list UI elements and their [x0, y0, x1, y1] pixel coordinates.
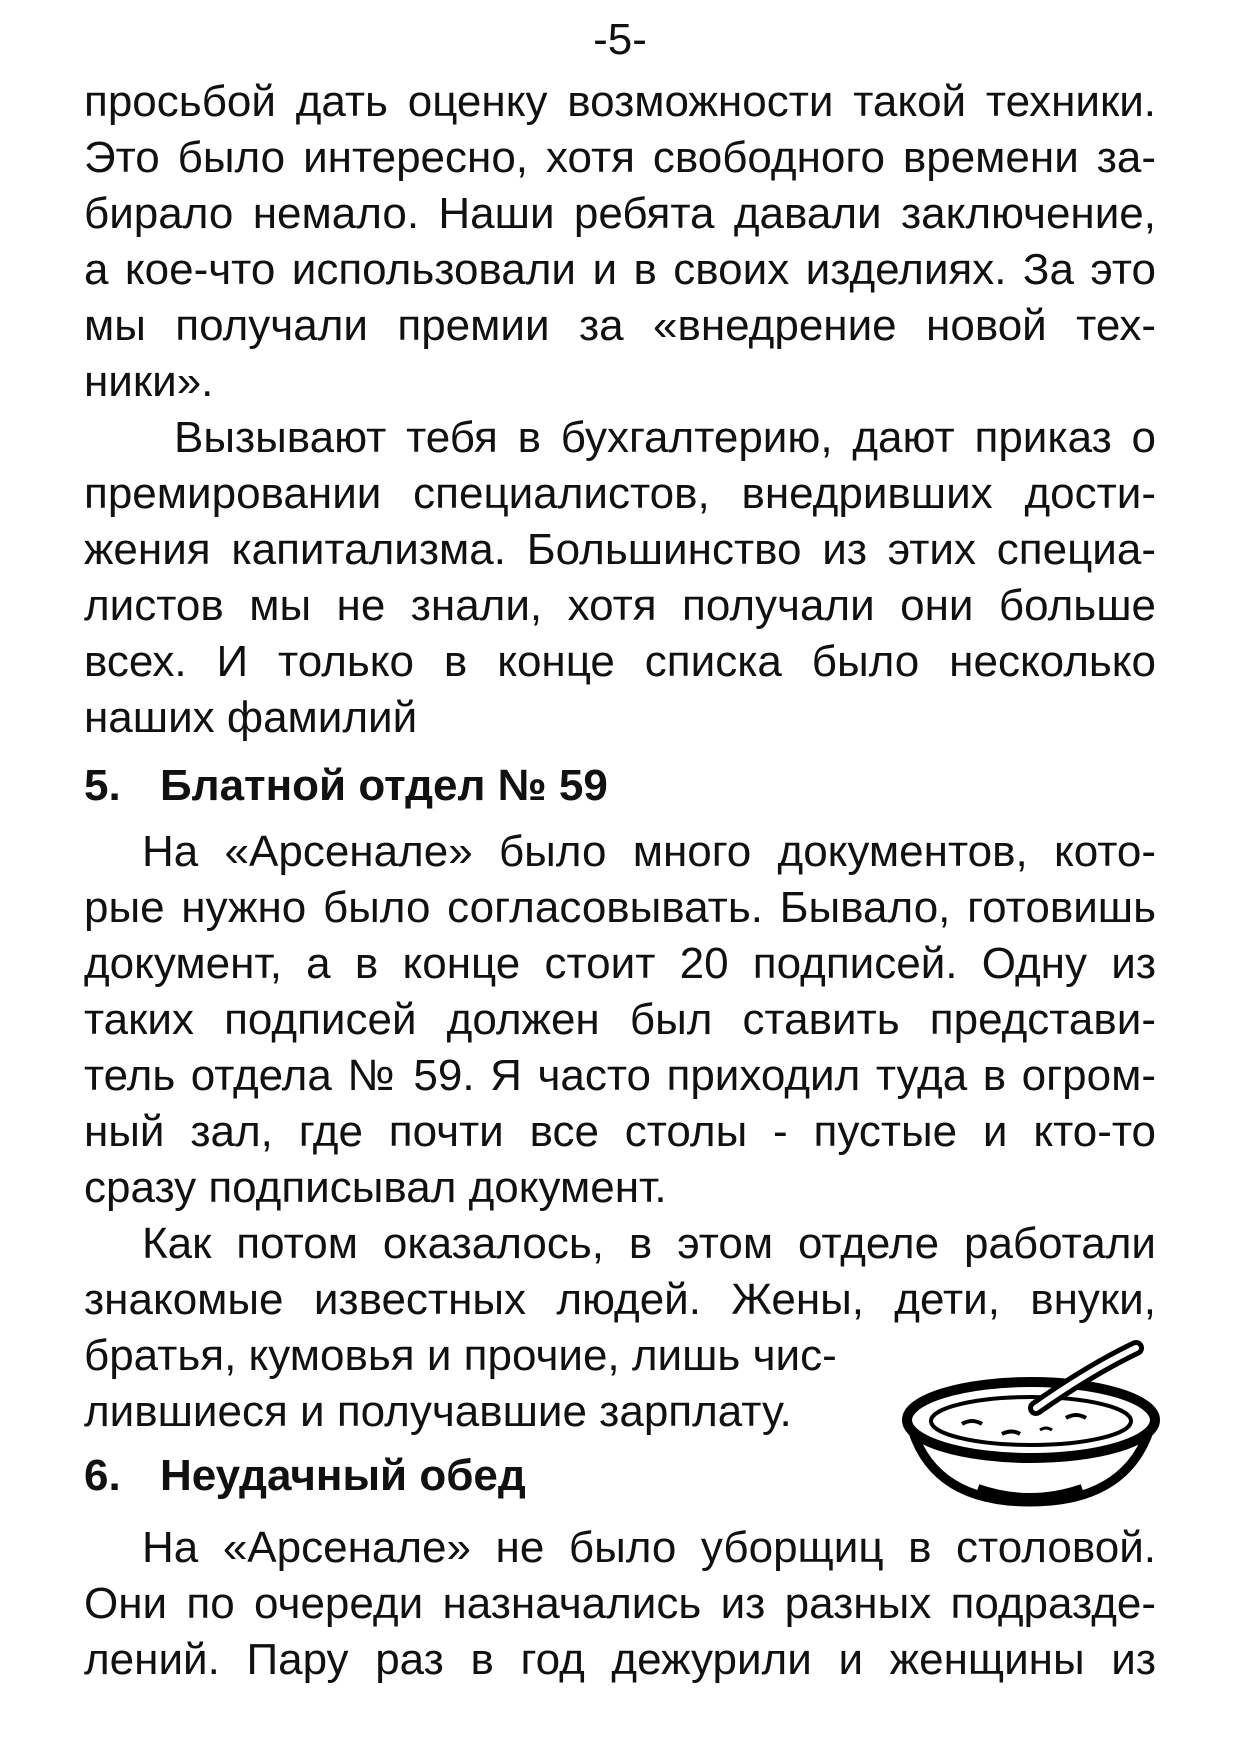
page-number: -5-	[593, 15, 647, 64]
text-line: ники».	[84, 357, 214, 406]
text-line: лений. Пару раз в год дежурили и женщины из	[84, 1635, 1156, 1684]
text-line: документ, а в конце стоит 20 подписей. Одну из	[84, 939, 1156, 988]
paragraph-documents	[84, 824, 1156, 1216]
text-line: На «Арсенале» не было уборщиц в столовой.	[142, 1523, 1156, 1572]
text-line: Как потом оказалось, в этом отделе работали	[142, 1219, 1156, 1268]
section-title: Блатной отдел № 59	[160, 761, 608, 810]
section-title: Неудачный обед	[160, 1451, 526, 1500]
text-line: знакомые известных людей. Жены, дети, внуки,	[84, 1275, 1156, 1324]
text-line: жения капитализма. Большинство из этих специа-	[84, 525, 1156, 574]
text-line: тель отдела № 59. Я часто приходил туда в огром-	[84, 1051, 1156, 1100]
soup-bowl-icon	[890, 1330, 1170, 1510]
text-line: Они по очереди назначались из разных подразде-	[84, 1579, 1156, 1628]
text-line: просьбой дать оценку возможности такой техники.	[84, 77, 1156, 126]
text-line: наших фамилий	[84, 693, 418, 742]
text-line: мы получали премии за «внедрение новой тех-	[84, 301, 1156, 350]
text-line: всех. И только в конце списка было несколько	[84, 637, 1156, 686]
section-heading-5	[84, 758, 608, 814]
text-line: ный зал, где почти все столы - пустые и кто-то	[84, 1107, 1156, 1156]
text-line: таких подписей должен был ставить представи-	[84, 995, 1156, 1044]
text-line: премировании специалистов, внедривших дости-	[84, 469, 1156, 518]
text-line: На «Арсенале» было много документов, кото-	[142, 827, 1156, 876]
paragraph-cleaners	[84, 1520, 1156, 1688]
section-number: 5.	[84, 761, 121, 810]
text-line: Вызывают тебя в бухгалтерию, дают приказ о	[174, 413, 1156, 462]
paragraph-bonus	[84, 410, 1156, 746]
text-line: рые нужно было согласовывать. Бывало, готовишь	[84, 883, 1156, 932]
text-line: братья, кумовья и прочие, лишь чис-	[84, 1331, 837, 1380]
text-line: листов мы не знали, хотя получали они больше	[84, 581, 1156, 630]
text-line: лившиеся и получавшие зарплату.	[84, 1387, 792, 1436]
text-line: сразу подписывал документ.	[84, 1163, 667, 1212]
section-heading-6	[84, 1448, 526, 1504]
text-line: а кое-что использовали и в своих изделиях. За это	[84, 245, 1156, 294]
text-line: Это было интересно, хотя свободного времени за-	[84, 133, 1156, 182]
section-number: 6.	[84, 1451, 121, 1500]
text-line: бирало немало. Наши ребята давали заключение,	[84, 189, 1156, 238]
paragraph-continuation	[84, 74, 1156, 410]
